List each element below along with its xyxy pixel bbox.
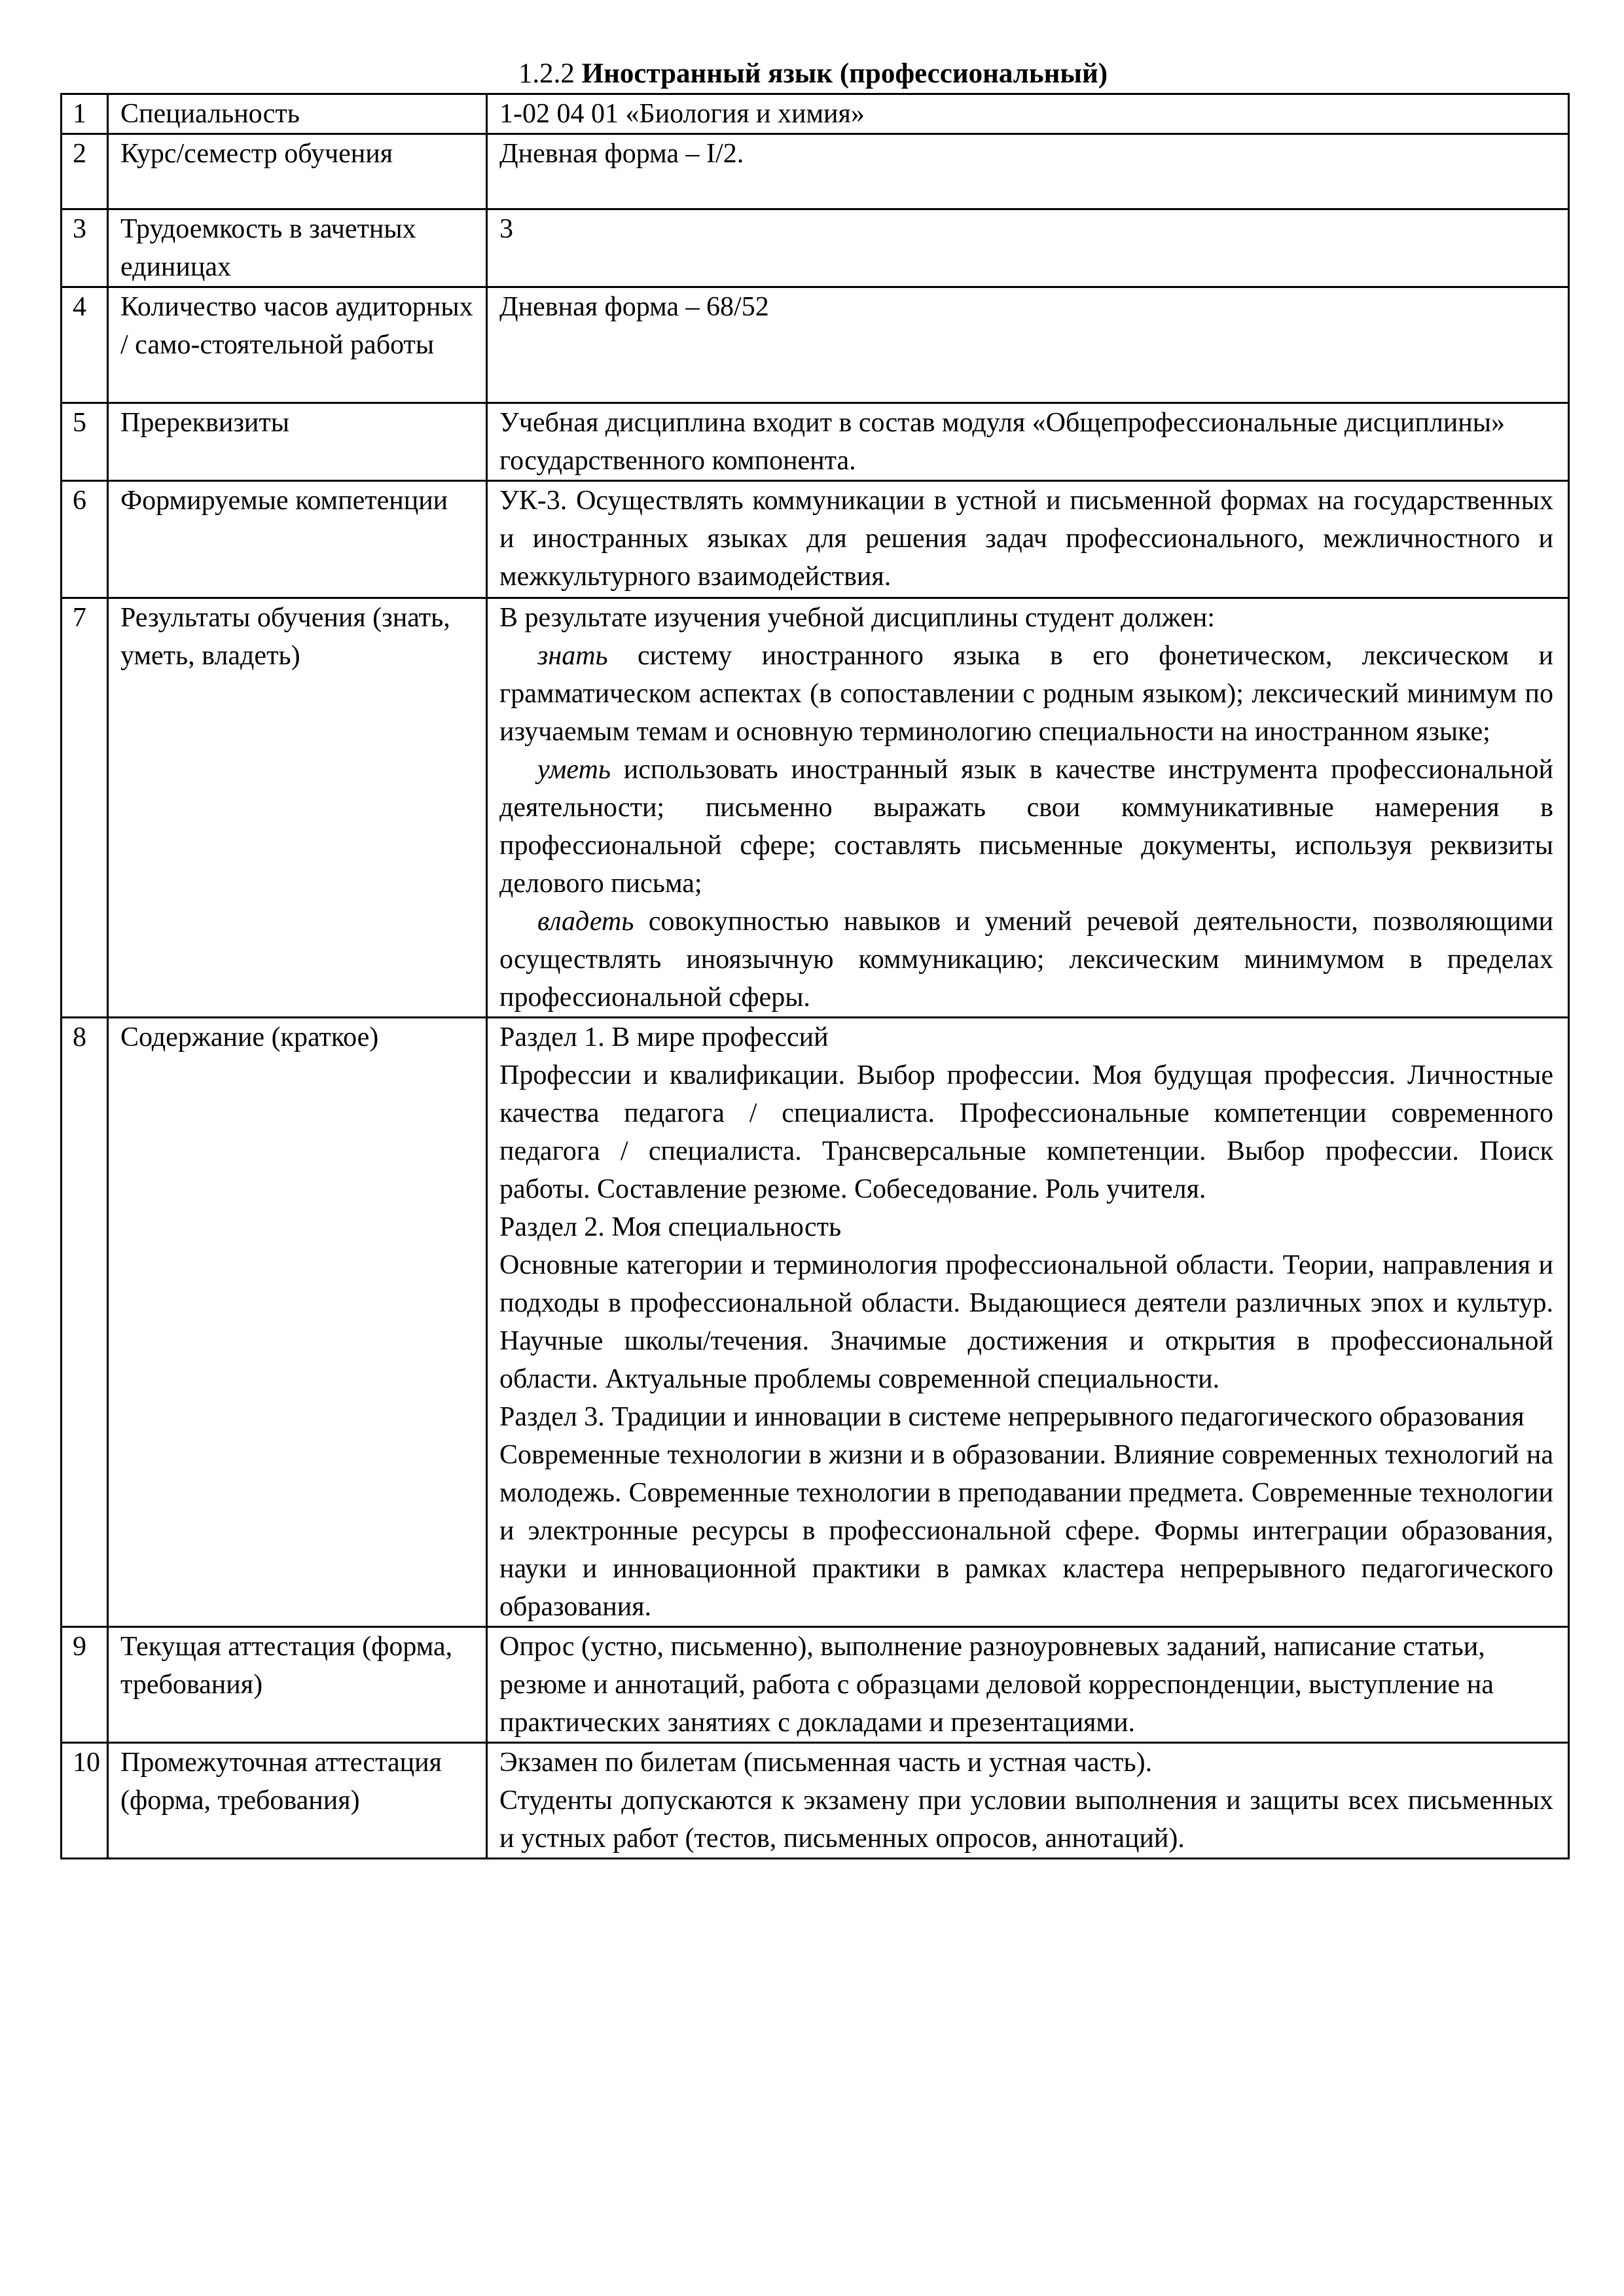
content-paragraph: Дневная форма – 68/52 xyxy=(499,292,769,322)
table-row xyxy=(62,134,1569,209)
outcome-can xyxy=(499,751,1553,903)
row-label: Трудоемкость в зачетных единицах xyxy=(108,209,487,287)
outcome-know xyxy=(499,637,1553,751)
content-paragraph: Студенты допускаются к экзамену при условии выполнения и защиты всех письменных и устных работ (тестов, письменных опросов, аннотаций). xyxy=(499,1785,1553,1854)
outcome-master xyxy=(499,903,1553,1016)
row-number: 5 xyxy=(62,403,108,481)
content-paragraph: Основные категории и терминология профессиональной области. Теории, направления и подходы в профессиональной области. Выдающиеся деятели различных эпох и культур. Научные школы/течения. Значимые достижения и открытия в профессиональной области. Актуальные проблемы современной специальности. xyxy=(499,1250,1553,1394)
row-label: Промежуточная аттестация (форма, требования) xyxy=(108,1743,487,1859)
table-row xyxy=(62,1743,1569,1859)
row-content xyxy=(487,403,1569,481)
content-paragraph: Дневная форма – I/2. xyxy=(499,139,744,169)
row-content xyxy=(487,209,1569,287)
row-number: 3 xyxy=(62,209,108,287)
row-content xyxy=(487,1743,1569,1859)
content-paragraph: УК-3. Осуществлять коммуникации в устной и письменной формах на государственных и иностранных языках для решения задач профессионального, межличностного и межкультурного взаимодействия. xyxy=(499,486,1553,592)
syllabus-table xyxy=(60,93,1570,1859)
row-number: 1 xyxy=(62,94,108,134)
row-label: Специальность xyxy=(108,94,487,134)
title-number: 1.2.2 xyxy=(518,58,575,89)
outcome-key: владеть xyxy=(537,906,634,937)
row-content xyxy=(487,1627,1569,1743)
document-title xyxy=(60,55,1566,93)
row-content xyxy=(487,287,1569,403)
row-content xyxy=(487,481,1569,598)
row-label: Пререквизиты xyxy=(108,403,487,481)
table-row xyxy=(62,598,1569,1018)
content-paragraph: 3 xyxy=(499,214,513,244)
row-label: Количество часов аудиторных / само-стоятельной работы xyxy=(108,287,487,403)
row-content xyxy=(487,134,1569,209)
row-number: 10 xyxy=(62,1743,108,1859)
outcome-text: систему иностранного языка в его фонетическом, лексическом и грамматическом аспектах (в сопоставлении с родным языком); лексический минимум по изучаемым темам и основную терминологию специальности на иностранном языке; xyxy=(499,641,1553,747)
row-number: 4 xyxy=(62,287,108,403)
section-heading: Раздел 1. В мире профессий xyxy=(499,1022,829,1052)
row-content xyxy=(487,94,1569,134)
row-content xyxy=(487,598,1569,1018)
content-intro: В результате изучения учебной дисциплины студент должен: xyxy=(499,603,1215,633)
outcome-text: совокупностью навыков и умений речевой деятельности, позволяющими осуществлять иноязычную коммуникацию; лексическим минимумом в пределах профессиональной сферы. xyxy=(499,906,1553,1013)
table-row xyxy=(62,403,1569,481)
table-row xyxy=(62,1018,1569,1627)
row-content xyxy=(487,1018,1569,1627)
row-number: 7 xyxy=(62,598,108,1018)
row-label: Текущая аттестация (форма, требования) xyxy=(108,1627,487,1743)
content-paragraph: Экзамен по билетам (письменная часть и устная часть). xyxy=(499,1748,1153,1778)
content-paragraph: 1-02 04 01 «Биология и химия» xyxy=(499,99,865,129)
row-number: 6 xyxy=(62,481,108,598)
outcome-key: уметь xyxy=(537,755,611,785)
table-row xyxy=(62,209,1569,287)
section-heading: Раздел 3. Традиции и инновации в системе непрерывного педагогического образования xyxy=(499,1402,1525,1432)
table-row xyxy=(62,481,1569,598)
content-paragraph: Учебная дисциплина входит в состав модуля «Общепрофессиональные дисциплины» государственного компонента. xyxy=(499,408,1505,476)
table-row xyxy=(62,1627,1569,1743)
row-label: Результаты обучения (знать, уметь, владеть) xyxy=(108,598,487,1018)
row-label: Формируемые компетенции xyxy=(108,481,487,598)
content-paragraph: Современные технологии в жизни и в образовании. Влияние современных технологий на молодежь. Современные технологии в преподавании предмета. Современные технологии и электронные ресурсы в профессиональной сфере. Формы интеграции образования, науки и инновационной практики в рамках кластера непрерывного педагогического образования. xyxy=(499,1440,1553,1622)
outcome-key: знать xyxy=(537,641,608,671)
row-number: 9 xyxy=(62,1627,108,1743)
section-heading: Раздел 2. Моя специальность xyxy=(499,1212,842,1242)
row-label: Курс/семестр обучения xyxy=(108,134,487,209)
row-label: Содержание (краткое) xyxy=(108,1018,487,1627)
row-number: 2 xyxy=(62,134,108,209)
content-paragraph: Профессии и квалификации. Выбор профессии. Моя будущая профессия. Личностные качества педагога / специалиста. Профессиональные компетенции современного педагога / специалиста. Трансверсальные компетенции. Выбор профессии. Поиск работы. Составление резюме. Собеседование. Роль учителя. xyxy=(499,1060,1553,1204)
table-row xyxy=(62,94,1569,134)
table-row xyxy=(62,287,1569,403)
row-number: 8 xyxy=(62,1018,108,1627)
title-text: Иностранный язык (профессиональный) xyxy=(581,58,1108,89)
content-paragraph: Опрос (устно, письменно), выполнение разноуровневых заданий, написание статьи, резюме и аннотаций, работа с образцами деловой корреспонденции, выступление на практических занятиях с докладами и презентациями. xyxy=(499,1632,1494,1738)
outcome-text: использовать иностранный язык в качестве инструмента профессиональной деятельности; письменно выражать свои коммуникативные намерения в профессиональной сфере; составлять письменные документы, используя реквизиты делового письма; xyxy=(499,755,1553,899)
